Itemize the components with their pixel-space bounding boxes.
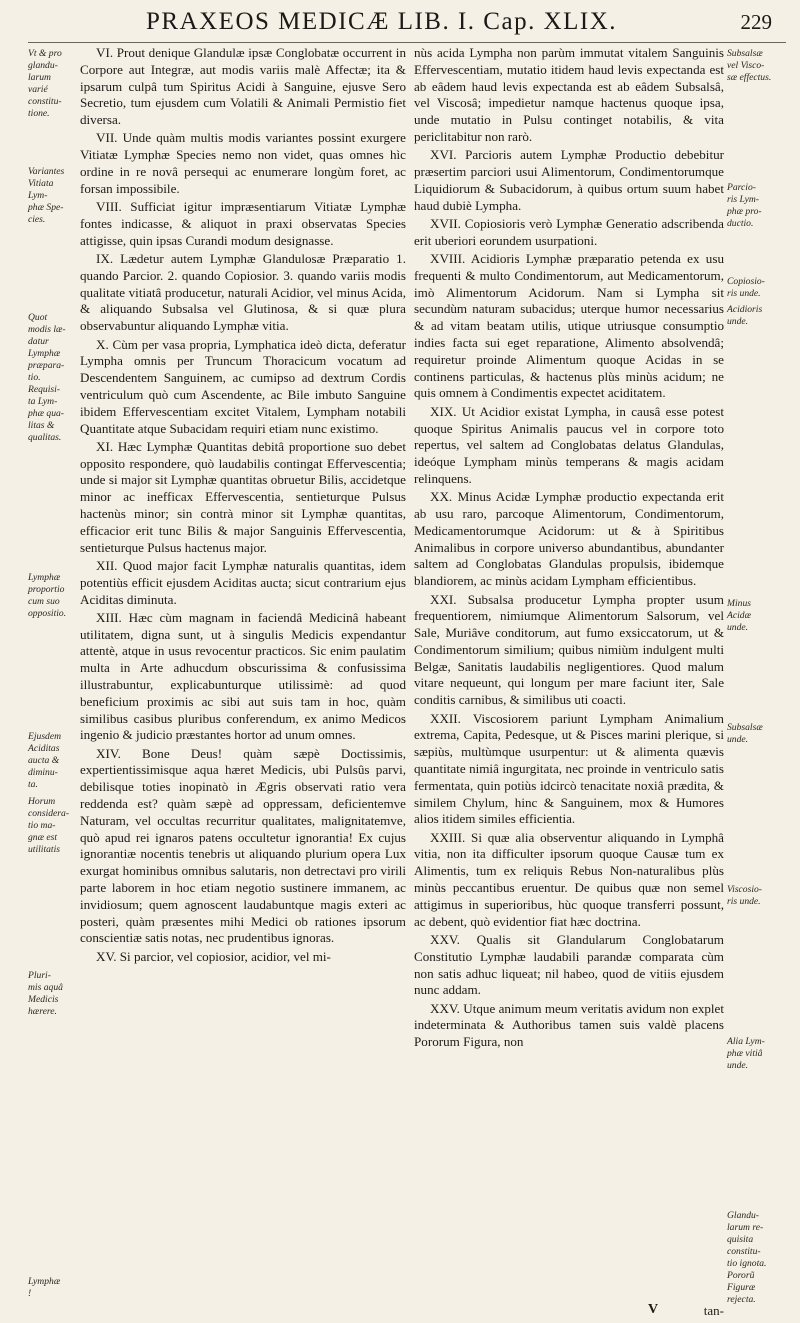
paragraph-xxv: XXV. Qualis sit Glandularum Conglobatarum Constitutio Lymphæ laudabili parandæ comparata cùm non satis adhuc liqueat; nil habeo, quod de vitiis ejusdem nunc addam. [414, 931, 724, 998]
paragraph-xxii: XXII. Viscosiorem pariunt Lympham Animalium extrema, Capita, Pedesque, ut & Pisces marini plerique, si sæpiùs, multùmque usurpentur: ut & alimenta quævis quantitate nimiâ ingurgitata, nec proinde in ventriculo satis fermentata, quin potiùs idcircò tenacitate noxiâ prædita, & similem Chylum, hinc & Sanguinem, mox & Humores alios itidem similes efficientia. [414, 710, 724, 827]
paragraph-xix: XIX. Ut Acidior existat Lympha, in causâ esse potest quoque Spiritus Animalis paucus vel in corpore toto repertus, vel saltem ad Conglobatas delatus Glandulas, ideóque Lympham minùs temperans & magis acidam relinquens. [414, 403, 724, 486]
paragraph-xviii: XVIII. Acidioris Lymphæ præparatio petenda ex usu frequenti & multo Condimentorum, aut Medicamentorum, imò Alimentorum Acidorum. Nam si Lympha sit secundùm naturam subacidus; uterque humor necessarius & ad vitam beatam utilis, utique utriusque consumptio indies facta sui eget reparatione, Alimento absolvendâ; requiretur proinde Alimentum quoque Acidas in se continens particulas, & hactenus plùs minùs acidum; ne quis omnem à Condimentis expectet aciditatem. [414, 251, 724, 401]
paragraph-vii: VII. Unde quàm multis modis variantes possint exurgere Vitiatæ Lymphæ Species nemo non videt, quas omnes hìc ordine in re novâ persequi ac enumerare longùm foret, ac forsan impossibile. [80, 130, 406, 196]
margin-note: Minus Acidæ unde. [727, 598, 751, 633]
paragraph-xxv-second: XXV. Utque animum meum veritatis avidum non explet indeterminata & Authoribus tamen suis valdè placens Pororum Figura, non [414, 1000, 724, 1050]
page-header [28, 8, 786, 43]
paragraph-xvi: XVI. Parcioris autem Lymphæ Productio debebitur præsertim parciori usui Alimentorum, Condimentorumque Liquidiorum & Subacidorum, à quibus ortum suum habet haud dubiè Lympha. [414, 147, 724, 213]
paragraph-xii: XII. Quod major facit Lymphæ naturalis quantitas, idem potentiùs efficit ejusdem Aciditas aucta; sicut contrarium ejus Aciditas diminuta. [80, 557, 406, 607]
right-text-column [414, 45, 724, 1053]
margin-note: Subsalsæ unde. [727, 722, 763, 745]
catchword: tan- [703, 1303, 724, 1318]
margin-note: Quot modis læ- datur Lymphæ præpara- tio. [28, 312, 66, 383]
paragraph-xv-continued: nùs acida Lympha non parùm immutat vitalem Sanguinis Effervescentiam, mutatio itidem haud levis expectanda est ab eâdem haud levis expectanda est ab eâdem Subsalsâ, vel Viscosâ; impedietur namque hactenus quoque ipsa, unde mutatio in Pulsu continget notabilis, & vita periclitabitur non rarò. [414, 45, 724, 144]
paragraph-xiii: XIII. Hæc cùm magnam in faciendâ Medicinâ habeant utilitatem, digna sunt, ut à singulis Medicis expendantur attentè, atque in usus revocentur practicos. Sic enim paulatim multa in Arte adhucdum obscurissima & confusissima illustrabuntur, explicabunturque utilissimè: ad quod beneficium proximis ac sibi aut suis tam in hoc, quàm similibus casibus pluribus conferendum, ex animo Medicos ingenio & judicio præstantes hortor ad unum omnes. [80, 609, 406, 743]
signature-mark: V [648, 1302, 659, 1317]
page-number: 229 [740, 10, 772, 34]
paragraph-xx: XX. Minus Acidæ Lymphæ productio expectanda erit ab usu raro, parcoque Alimentorum, Condimentorum, Medicamentorumque Acidorum: ut & à Spiritibus Animalibus in corpore universo abundantibus, abundanter saltem ad Conglobatas Glandulas propulsis, ibidemque blandiorem, ac minùs acidam Lympham efficientibus. [414, 489, 724, 589]
margin-note: Parcio- ris Lym- phæ pro- ductio. [727, 182, 762, 229]
margin-note: Vt & pro glandu- larum varié constitu- tione. [28, 48, 62, 119]
margin-note: Glandu- larum re- quisita constitu- tio ignota. Pororũ Figuræ rejecta. [727, 1210, 767, 1305]
paragraph-xiv: XIV. Bone Deus! quàm sæpè Doctissimis, expertientissimisque aqua hæret Medicis, ubi Pulsûs parvi, debilisque toties inopinatò in Ægris observati ratio vera reddenda est? quàm sæpè ad oppressam, deficientemve Naturam, vel occultas recurritur qualitates, malignitatemve, quò apud rei ignaros patens occultetur ignorantia! Ex cujus ignorantiæ nocentis tenebris ut aliquando plurium opera Lux exurgat hominibus omnibus salutaris, non detrectavi pro virili parte laborem in hoc etiam negotio sustinere immanem, ac invidiosum; quem agnoscent laudabuntque magis exteri ac posteri, quàm præsentes mihi Medici ob rationes ipsorum conscientiæ satis notas, nec prudentibus ignoras. [80, 745, 406, 946]
running-head: PRAXEOS MEDICÆ LIB. I. Cap. XLIX. [146, 8, 618, 35]
margin-note: Ejusdem Aciditas aucta & diminu- ta. [28, 731, 62, 790]
margin-note: Requisi- ta Lym- phæ qua- litas & qualitas. [28, 384, 64, 443]
margin-note: Acidioris unde. [727, 304, 763, 327]
paragraph-xi: XI. Hæc Lymphæ Quantitas debitâ proportione suo debet opposito respondere, quò laudabilis contingat Effervescentia; unde si major sit Lymphæ quantitas obruetur Bilis, accidetque minor ac inefficax Effervescentia, sentieturque Pulsus hactenùs minor; sin contrà minor sit Lymphæ quantitas, efficacior erit tunc Bilis & major Sanguinis Effervescentia, sentieturque Pulsus hactenus major. [80, 438, 406, 555]
paragraph-xxiii: XXIII. Si quæ alia observentur aliquando in Lymphâ vitia, non ita difficulter ipsorum quoque Causæ tum ex Alimentis, tum ex reliquis Rebus Non-naturalibus plùs minùs peccantibus eruentur. De quibus quæ non semel attigimus in superioribus, hùc quoque transferri possunt, ac debent, quò evidentior fiat hæc doctrina. [414, 829, 724, 929]
margin-note: Lymphæ ! [28, 1276, 61, 1299]
margin-note: Viscosio- ris unde. [727, 884, 762, 907]
margin-note: Subsalsæ vel Visco- sæ effectus. [727, 48, 772, 83]
paragraph-vi: VI. Prout denique Glandulæ ipsæ Conglobatæ occurrent in Corpore aut Integræ, aut modis variis malè Affectæ; ita & ipsarum culpâ tum Spiritus Acidi à Sanguine, ejusve Sero Secretio, tum ejusdem cum Volatili & Animali Permistio fiet diversa. [80, 45, 406, 128]
left-text-column [80, 45, 406, 967]
margin-note: Pluri- mis aquâ Medicis hærere. [28, 970, 63, 1017]
margin-note: Lymphæ proportio cum suo oppositio. [28, 572, 67, 619]
margin-note: Horum considera- tio ma- gnæ est utilitatis [28, 796, 70, 855]
paragraph-xv: XV. Si parcior, vel copiosior, acidior, vel mi- [96, 948, 331, 964]
paragraph-x: X. Cùm per vasa propria, Lymphatica ideò dicta, deferatur Lympha omnis per Truncum Thoracicum vocatum ad Descendentem Sanguinem, ac cumipso ad dextrum Cordis ventriculum quò cum Ascendente, ac Bile imbuto Sanguine ibidem Effervescentiam excitet Vitalem, Lympham notabili Quantitate atque Subacidam requiri etiam nunc existimo. [80, 336, 406, 436]
paragraph-viii: VIII. Sufficiat igitur impræsentiarum Vitiatæ Lymphæ fontes indicasse, & aliquot in praxi observatas Species attigisse, quin ipsas Curandi modum designasse. [80, 199, 406, 248]
margin-note: Copiosio- ris unde. [727, 276, 765, 299]
paragraph-xvii: XVII. Copiosioris verò Lymphæ Generatio adscribenda erit uberiori eorundem usurpationi. [414, 215, 724, 248]
margin-note: Variantes Vitiata Lym- phæ Spe- cies. [28, 166, 65, 225]
margin-note: Alia Lym- phæ vitiâ unde. [727, 1036, 765, 1071]
paragraph-xxi: XXI. Subsalsa producetur Lympha propter usum frequentiorem, nimiumque Alimentorum Salsorum, vel Sale, Muriâve conditorum, aut fumo exsiccatorum, ut & Condimentorum similium; quibus nimiùm indulgent multi Belgæ, Sanitatis laudabilis negligentiores. Quod malum vitare nequeunt, qui longum per mare faciunt iter, Sale conditis carnibus, & similibus uti coacti. [414, 591, 724, 708]
paragraph-ix: IX. Lædetur autem Lymphæ Glandulosæ Præparatio 1. quando Parcior. 2. quando Copiosior. 3. quando variis modis qualitate vitiatâ producetur, naturali Acidior, vel minus Acida, & aliquando Subsalsa vel Glutinosa, & si quæ plura observabuntur aliquando Lymphæ vitia. [80, 251, 406, 334]
